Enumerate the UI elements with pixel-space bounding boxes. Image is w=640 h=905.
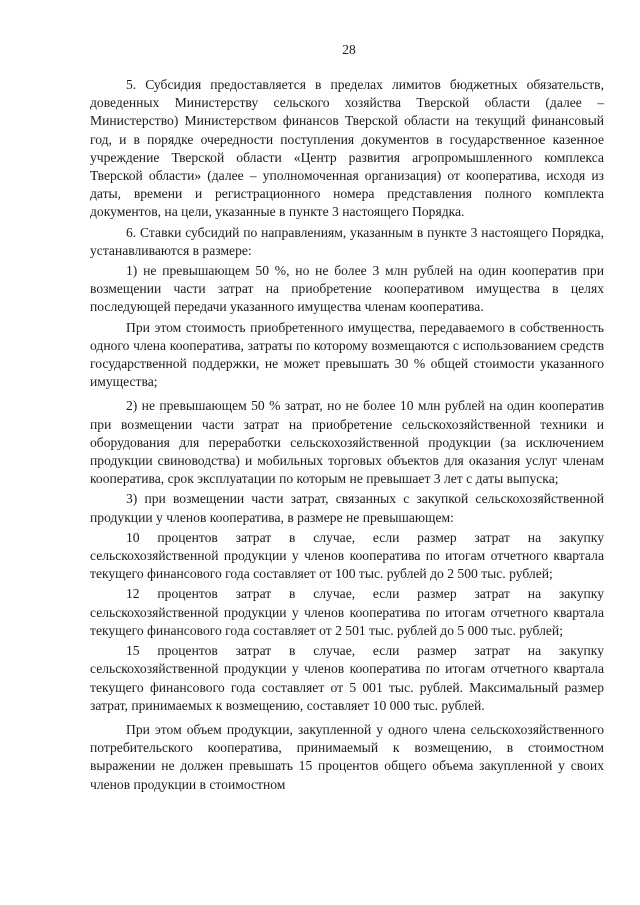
paragraph-rate-1: 1) не превышающем 50 %, но не более 3 млн рублей на один кооператив при возмещении части затрат на приобретение кооперативом имущества в целях последующей передачи указанного имущества членам кооператива. [90,263,604,315]
paragraph-6-subsidy-rates: 6. Ставки субсидий по направлениям, указанным в пункте 3 настоящего Порядка, устанавливаются в размере: [90,224,604,258]
paragraph-rate-2: 2) не превышающем 50 % затрат, но не более 10 млн рублей на один кооператив при возмещении части затрат на приобретение сельскохозяйственной техники и оборудования для переработки сельскохозяйственной продукции (за исключением продукции свиноводства) и мобильных торговых объектов для оказания услуг членам кооператива, срок эксплуатации по которым не превышает 3 лет с даты выпуска; [90,398,604,487]
paragraph-rate-3: 3) при возмещении части затрат, связанных с закупкой сельскохозяйственной продукции у членов кооператива, в размере не превышающем: [90,491,604,525]
page-number: 28 [342,42,356,57]
paragraph-rate-3-15-percent: 15 процентов затрат в случае, если размер затрат на закупку сельскохозяйственной продукции у членов кооператива по итогам отчетного квартала текущего финансового года составляет от 5 001 тыс. рублей. Максимальный размер затрат, принимаемых к возмещению, составляет 10 000 тыс. рублей. [90,643,604,713]
paragraph-volume-limit: При этом объем продукции, закупленной у одного члена сельскохозяйственного потребительского кооператива, принимаемый к возмещению, в стоимостном выражении не должен превышать 15 процентов общего объема закупленной у своих членов продукции в стоимостном [90,721,604,792]
paragraph-5-subsidy-limits: 5. Субсидия предоставляется в пределах лимитов бюджетных обязательств, доведенных Министерству сельского хозяйства Тверской области (далее – Министерство) Министерством финансов Тверской области на текущий финансовый год, и в порядке очередности поступления документов в государственное казенное учреждение Тверской области «Центр развития агропромышленного комплекса Тверской области» (далее – уполномоченная организация) от кооператива, исходя из даты, времени и регистрационного номера представления полного комплекта документов, на цели, указанные в пункте 3 настоящего Порядка. [90,77,604,220]
paragraph-rate-3-10-percent: 10 процентов затрат в случае, если размер затрат на закупку сельскохозяйственной продукции у членов кооператива по итогам отчетного квартала текущего финансового года составляет от 100 тыс. рублей до 2 500 тыс. рублей; [90,529,604,582]
paragraph-property-cost: При этом стоимость приобретенного имущества, передаваемого в собственность одного члена кооператива, затраты по которому возмещаются с использованием средств государственной поддержки, не может превышать 30 % общей стоимости указанного имущества; [90,319,604,390]
paragraph-rate-3-12-percent: 12 процентов затрат в случае, если размер затрат на закупку сельскохозяйственной продукции у членов кооператива по итогам отчетного квартала текущего финансового года составляет от 2 501 тыс. рублей до 5 000 тыс. рублей; [90,586,604,638]
